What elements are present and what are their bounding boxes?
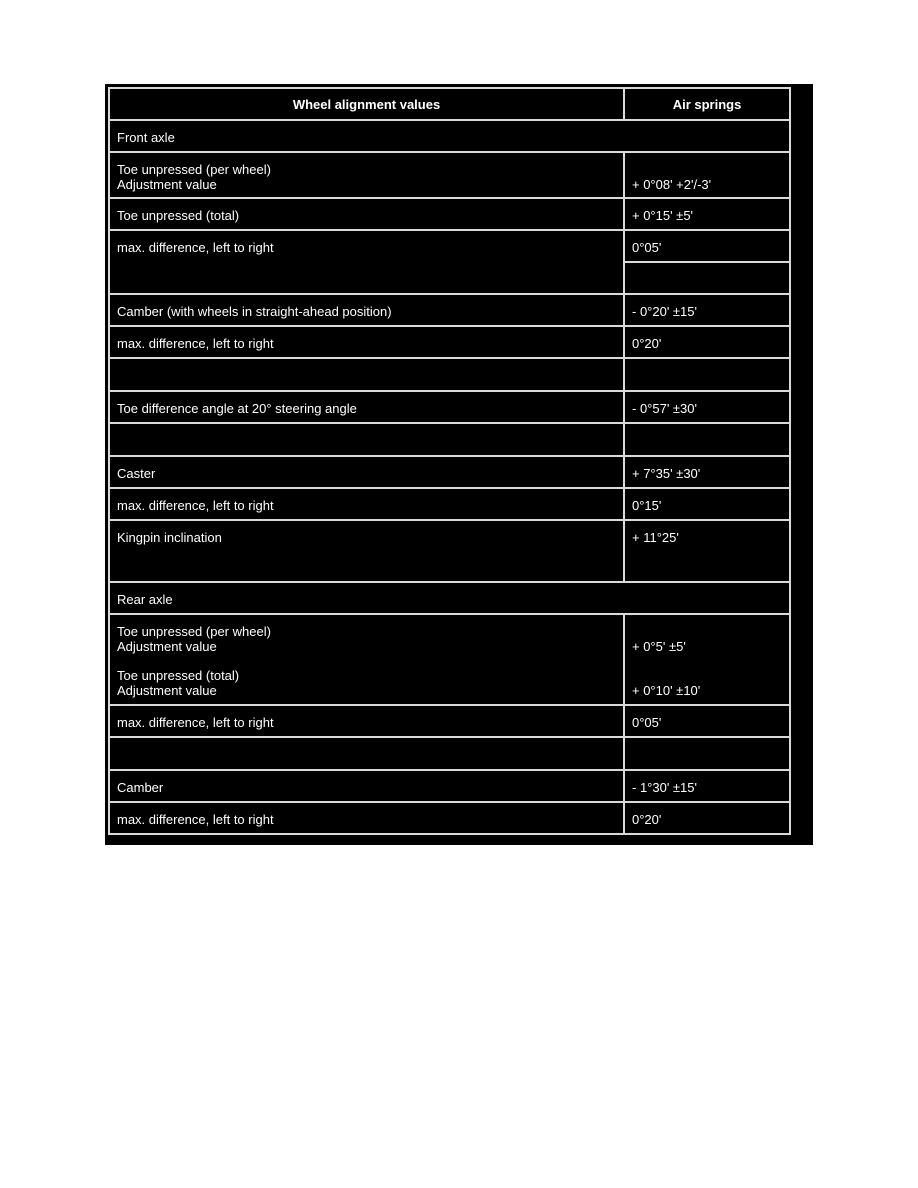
empty-cell: [624, 358, 790, 391]
table-row-empty: [109, 737, 790, 770]
value-rear-toe-per-wheel: + 0°5' ±5': [632, 639, 686, 654]
wheel-alignment-table: [108, 87, 791, 835]
value-rear-toe-total: + 0°10' ±10': [632, 683, 701, 698]
empty-cell: [109, 423, 624, 456]
row-values: [624, 614, 790, 705]
table-row: [109, 802, 790, 834]
empty-cell: [109, 358, 624, 391]
value-camber-max-diff: 0°20': [624, 326, 790, 358]
label-adjustment-value: Adjustment value: [117, 683, 217, 698]
label-toe-per-wheel: Toe unpressed (per wheel): [117, 162, 271, 177]
value-toe-per-wheel: + 0°08' +2'/-3': [624, 152, 790, 198]
label-kingpin: Kingpin inclination: [109, 520, 624, 582]
row-label: [109, 614, 624, 705]
label-rear-toe-max-diff: max. difference, left to right: [109, 705, 624, 737]
row-label: [109, 152, 624, 198]
table-row: [109, 705, 790, 737]
label-rear-toe-per-wheel: Toe unpressed (per wheel): [117, 624, 271, 639]
value-caster-max-diff: 0°15': [624, 488, 790, 520]
table-row: [109, 230, 790, 262]
value-toe-max-diff: 0°05': [624, 230, 790, 262]
value-toe-diff-angle: - 0°57' ±30': [624, 391, 790, 423]
column-header-air-springs: Air springs: [624, 88, 790, 120]
empty-cell: [624, 262, 790, 294]
table-row: [109, 614, 790, 705]
table-row: [109, 770, 790, 802]
value-toe-total: + 0°15' ±5': [624, 198, 790, 230]
table-row: [109, 294, 790, 326]
table-row: [109, 152, 790, 198]
table-header-row: [109, 88, 790, 120]
label-caster-max-diff: max. difference, left to right: [109, 488, 624, 520]
empty-cell: [624, 423, 790, 456]
value-caster: + 7°35' ±30': [624, 456, 790, 488]
table-row-empty: [109, 358, 790, 391]
table-row: [109, 326, 790, 358]
table-row: [109, 456, 790, 488]
section-title-rear-axle: Rear axle: [109, 582, 790, 614]
table-row: [109, 488, 790, 520]
label-adjustment-value: Adjustment value: [117, 639, 217, 654]
label-rear-toe-total: Toe unpressed (total): [117, 668, 240, 683]
column-header-values: Wheel alignment values: [109, 88, 624, 120]
empty-cell: [109, 737, 624, 770]
label-toe-diff-angle: Toe difference angle at 20° steering angle: [109, 391, 624, 423]
section-row-front-axle: [109, 120, 790, 152]
table-row-empty: [109, 423, 790, 456]
section-row-rear-axle: [109, 582, 790, 614]
empty-cell: [624, 737, 790, 770]
label-rear-camber: Camber: [109, 770, 624, 802]
table-row: [109, 198, 790, 230]
value-camber: - 0°20' ±15': [624, 294, 790, 326]
table-row: [109, 391, 790, 423]
value-rear-camber-max-diff: 0°20': [624, 802, 790, 834]
label-rear-camber-max-diff: max. difference, left to right: [109, 802, 624, 834]
label-camber-max-diff: max. difference, left to right: [109, 326, 624, 358]
label-adjustment-value: Adjustment value: [117, 177, 217, 192]
label-camber: Camber (with wheels in straight-ahead position): [109, 294, 624, 326]
section-title-front-axle: Front axle: [109, 120, 790, 152]
label-caster: Caster: [109, 456, 624, 488]
table-row: [109, 520, 790, 582]
value-kingpin: + 11°25': [624, 520, 790, 582]
label-toe-total: Toe unpressed (total): [109, 198, 624, 230]
value-rear-camber: - 1°30' ±15': [624, 770, 790, 802]
label-toe-max-diff: max. difference, left to right: [109, 230, 624, 294]
value-rear-toe-max-diff: 0°05': [624, 705, 790, 737]
